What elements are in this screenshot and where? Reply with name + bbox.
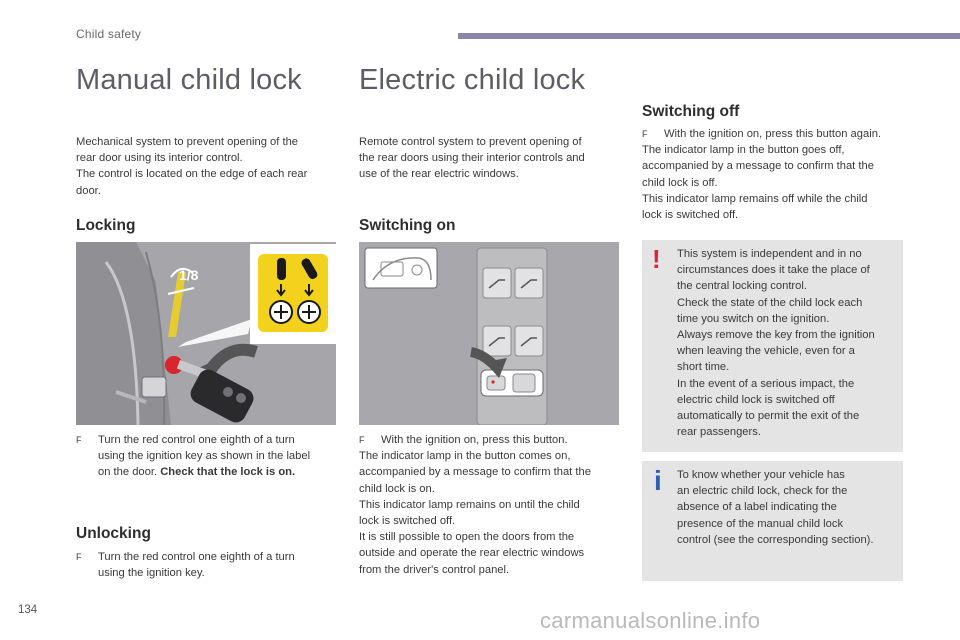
switching-on-line: outside and operate the rear electric windows: [359, 547, 585, 560]
warning-line: automatically to permit the exit of the: [677, 410, 860, 423]
warning-exclamation-icon: !: [652, 244, 661, 274]
switching-on-line: from the driver's control panel.: [359, 563, 510, 576]
manual-intro-line: rear door using its interior control.: [76, 152, 243, 165]
switching-off-line: lock is switched off.: [642, 209, 739, 222]
locking-line: on the door.: [98, 466, 158, 479]
locking-check-emphasis: Check that the lock is on.: [160, 466, 296, 479]
info-line: To know whether your vehicle has: [677, 469, 845, 481]
unlocking-text: [76, 549, 346, 581]
switching-on-text: [359, 432, 629, 578]
unlocking-heading: Unlocking: [76, 525, 151, 542]
electric-child-lock-title: Electric child lock: [359, 64, 586, 96]
warning-line: time you switch on the ignition.: [677, 312, 830, 325]
watermark: carmanualsonline.info: [540, 608, 761, 633]
info-line: presence of the manual child lock: [677, 517, 844, 530]
switching-off-line: child lock is off.: [642, 176, 718, 189]
switching-off-line: The indicator lamp in the button goes off,: [642, 144, 845, 157]
switching-on-line: child lock is on.: [359, 482, 435, 495]
manual-intro: [76, 134, 346, 199]
warning-line: the central locking control.: [677, 280, 807, 293]
unlocking-line: using the ignition key.: [98, 567, 205, 580]
info-line: absence of a label indicating the: [677, 501, 837, 514]
section-header: Child safety: [76, 27, 142, 41]
electric-intro-line: Remote control system to prevent opening of: [359, 136, 582, 148]
manual-intro-line: The control is located on the edge of each rear: [76, 168, 308, 181]
locking-bullet: [76, 432, 346, 481]
warning-line: electric child lock is switched off: [677, 393, 835, 406]
warning-line: This system is independent and in no: [677, 248, 862, 260]
bullet-marker-icon: F: [359, 435, 365, 445]
locking-heading: Locking: [76, 217, 136, 234]
info-line: control (see the corresponding section).: [677, 533, 874, 546]
switching-off-heading: Switching off: [642, 103, 740, 120]
warning-line: Check the state of the child lock each: [677, 296, 863, 309]
electric-intro: [359, 134, 629, 183]
switching-on-line: lock is switched off.: [359, 515, 456, 528]
info-box: [642, 461, 903, 581]
eighth-turn-label: 1/8: [179, 267, 199, 283]
switching-off-line: This indicator lamp remains off while the child: [642, 192, 868, 205]
warning-line: Always remove the key from the ignition: [677, 329, 875, 342]
warning-line: circumstances does it take the place of: [677, 264, 870, 277]
info-line: an electric child lock, check for the: [677, 485, 848, 498]
switching-off-bullet: [642, 126, 912, 142]
switching-off-line: accompanied by a message to confirm that the: [642, 160, 874, 173]
locking-line: Turn the red control one eighth of a turn: [98, 434, 295, 446]
unlocking-bullet: [76, 549, 346, 581]
manual-intro-line: Mechanical system to prevent opening of the: [76, 136, 299, 148]
unlocking-line: Turn the red control one eighth of a turn: [98, 551, 295, 563]
switching-off-text: [642, 126, 912, 223]
bullet-marker-icon: F: [76, 552, 82, 562]
header-accent-bar: [458, 33, 960, 39]
warning-text: [677, 246, 901, 440]
manual-child-lock-title: Manual child lock: [76, 64, 302, 96]
switching-on-bullet: [359, 432, 629, 448]
electric-intro-line: use of the rear electric windows.: [359, 168, 519, 181]
warning-line: when leaving the vehicle, even for a: [677, 345, 855, 358]
page-number: 134: [18, 604, 38, 616]
warning-line: short time.: [677, 361, 730, 374]
electric-lock-photo: [359, 242, 619, 425]
bullet-marker-icon: F: [642, 129, 648, 139]
switching-off-line: With the ignition on, press this button again.: [664, 128, 882, 140]
warning-line: rear passengers.: [677, 426, 761, 439]
switching-on-line: accompanied by a message to confirm that the: [359, 466, 591, 479]
switching-on-line: With the ignition on, press this button.: [381, 434, 568, 446]
electric-lock-illustration: [359, 242, 619, 425]
info-text: [677, 467, 901, 548]
manual-lock-photo: [76, 242, 336, 425]
info-icon: i: [654, 465, 662, 496]
manual-lock-illustration: [76, 242, 336, 425]
switching-on-line: It is still possible to open the doors from the: [359, 531, 575, 544]
switching-on-heading: Switching on: [359, 217, 456, 234]
manual-intro-line: door.: [76, 184, 101, 197]
locking-text: [76, 432, 346, 481]
bullet-marker-icon: F: [76, 435, 82, 445]
locking-line: using the ignition key as shown in the label: [98, 450, 311, 463]
warning-line: In the event of a serious impact, the: [677, 377, 855, 390]
switching-on-line: The indicator lamp in the button comes on,: [359, 450, 571, 463]
warning-box: [642, 240, 903, 452]
switching-on-line: This indicator lamp remains on until the child: [359, 498, 580, 511]
electric-intro-line: the rear doors using their interior controls and: [359, 152, 585, 165]
